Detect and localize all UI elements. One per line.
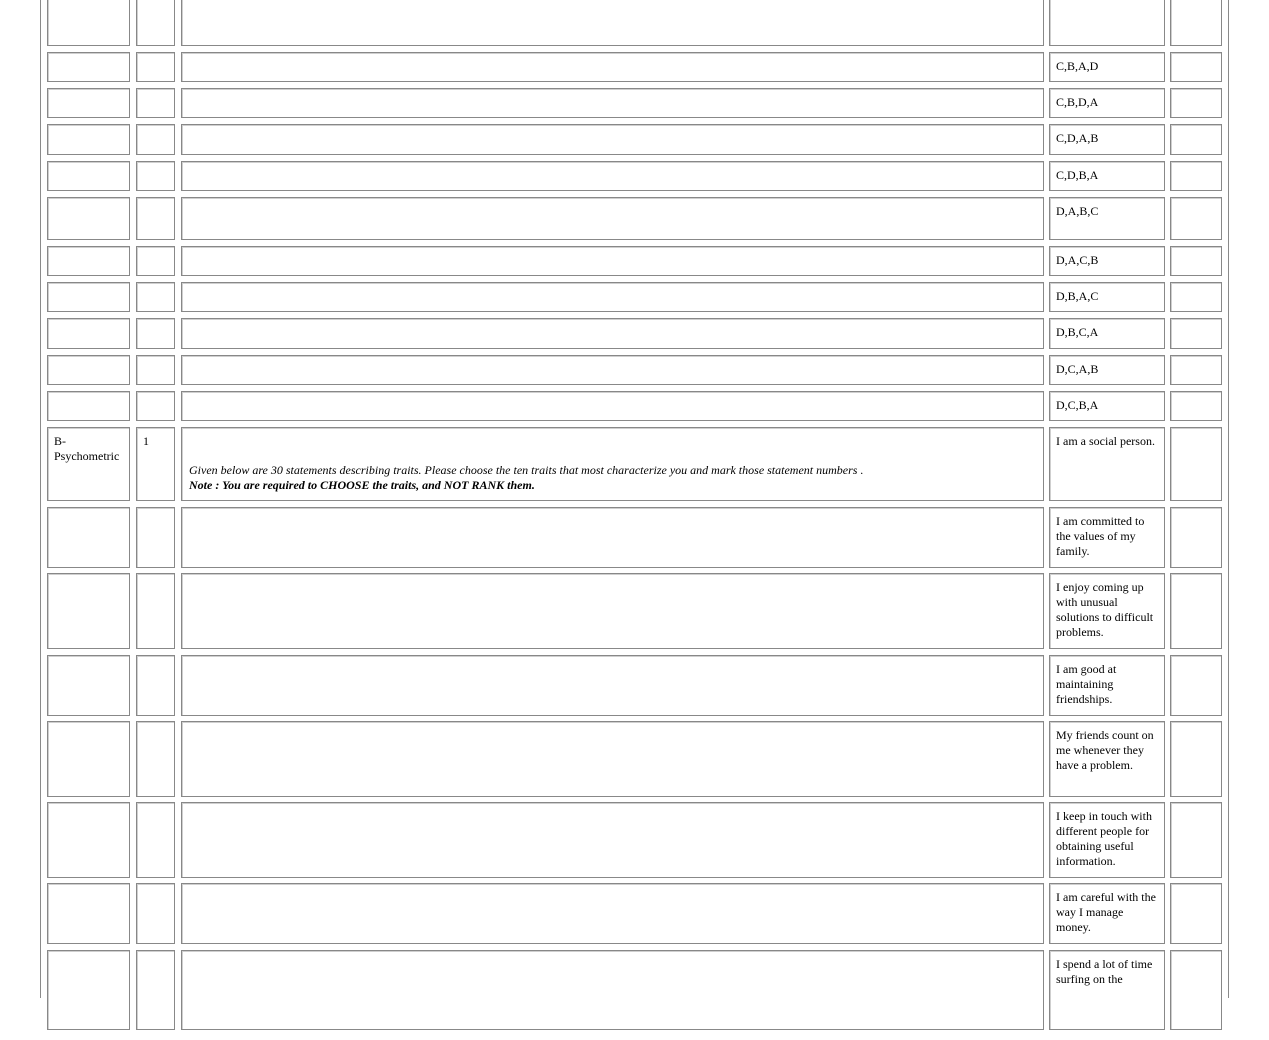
section-cell [47,950,130,1030]
question-number-cell [136,52,175,82]
option-cell [1049,0,1165,46]
question-number-cell [136,355,175,385]
instruction-text [189,463,1037,493]
instruction-note: Note : You are required to CHOOSE the traits, and NOT RANK them. [189,478,535,492]
instruction-cell [181,573,1044,649]
section-cell [47,52,130,82]
question-number-cell [136,427,175,501]
option-cell [1049,197,1165,240]
answer-cell [1170,161,1222,191]
option-cell [1049,721,1165,797]
section-cell [47,802,130,878]
option-cell [1049,88,1165,118]
option-cell [1049,318,1165,349]
option-cell [1049,355,1165,385]
option-cell [1049,573,1165,649]
option-text: D,A,B,C [1056,204,1099,218]
option-text: I am careful with the way I manage money. [1056,890,1156,934]
section-cell [47,161,130,191]
answer-cell [1170,246,1222,276]
section-cell [47,355,130,385]
option-text: D,B,C,A [1056,325,1099,339]
section-cell [47,655,130,716]
option-text: C,D,B,A [1056,168,1099,182]
question-number-cell [136,950,175,1030]
instruction-cell [181,282,1044,312]
option-cell [1049,161,1165,191]
answer-cell [1170,883,1222,944]
option-text: I am committed to the values of my family. [1056,514,1145,558]
instruction-cell [181,427,1044,501]
section-cell [47,721,130,797]
option-cell [1049,802,1165,878]
section-cell [47,0,130,46]
question-number-cell [136,318,175,349]
section-cell [47,391,130,421]
instruction-cell [181,883,1044,944]
section-cell [47,282,130,312]
answer-cell [1170,573,1222,649]
question-number-cell [136,88,175,118]
section-cell [47,197,130,240]
option-cell [1049,507,1165,568]
question-number-cell [136,197,175,240]
section-cell [47,246,130,276]
option-cell [1049,427,1165,501]
answer-cell [1170,950,1222,1030]
instruction-cell [181,802,1044,878]
answer-cell [1170,802,1222,878]
answer-cell [1170,391,1222,421]
option-text: I spend a lot of time surfing on the [1056,957,1153,986]
option-text: I enjoy coming up with unusual solutions to difficult problems. [1056,580,1154,639]
section-cell [47,573,130,649]
option-cell [1049,246,1165,276]
answer-cell [1170,427,1222,501]
option-text: C,B,A,D [1056,59,1099,73]
answer-cell [1170,355,1222,385]
option-text: I keep in touch with different people for obtaining useful information. [1056,809,1152,868]
option-text: D,C,A,B [1056,362,1099,376]
question-number-cell [136,883,175,944]
option-text: C,D,A,B [1056,131,1099,145]
answer-cell [1170,52,1222,82]
instruction-cell [181,355,1044,385]
question-number-cell [136,573,175,649]
answer-cell [1170,507,1222,568]
question-number-cell [136,0,175,46]
section-cell [47,507,130,568]
question-number-cell [136,161,175,191]
option-text: I am good at maintaining friendships. [1056,662,1117,706]
answer-cell [1170,124,1222,155]
instruction-cell [181,0,1044,46]
instruction-cell [181,197,1044,240]
instruction-cell [181,246,1044,276]
question-number-cell [136,507,175,568]
question-number-cell [136,802,175,878]
question-number-cell [136,282,175,312]
instruction-cell [181,318,1044,349]
instruction-cell [181,507,1044,568]
option-cell [1049,883,1165,944]
answer-cell [1170,88,1222,118]
answer-cell [1170,197,1222,240]
instruction-cell [181,161,1044,191]
section-cell [47,124,130,155]
option-cell [1049,950,1165,1030]
question-number-cell [136,246,175,276]
instruction-cell [181,950,1044,1030]
question-number-cell [136,391,175,421]
instruction-cell [181,655,1044,716]
section-cell [47,318,130,349]
answer-cell [1170,282,1222,312]
section-cell [47,883,130,944]
instruction-cell [181,721,1044,797]
instruction-cell [181,52,1044,82]
question-number-cell [136,721,175,797]
question-number-text: 1 [143,434,149,448]
option-text: I am a social person. [1056,434,1155,448]
option-text: My friends count on me whenever they have a problem. [1056,728,1154,772]
answer-cell [1170,721,1222,797]
option-cell [1049,391,1165,421]
question-number-cell [136,124,175,155]
section-cell [47,88,130,118]
option-cell [1049,282,1165,312]
option-cell [1049,52,1165,82]
instruction-cell [181,124,1044,155]
option-cell [1049,655,1165,716]
question-number-cell [136,655,175,716]
option-text: D,C,B,A [1056,398,1099,412]
answer-cell [1170,0,1222,46]
instruction-cell [181,391,1044,421]
section-text: B- Psychometric [54,434,120,463]
instruction-cell [181,88,1044,118]
instruction-main: Given below are 30 statements describing traits. Please choose the ten traits that most characterize you and mark those statement numbers . [189,463,864,477]
section-cell [47,427,130,501]
option-cell [1049,124,1165,155]
option-text: C,B,D,A [1056,95,1099,109]
option-text: D,A,C,B [1056,253,1099,267]
answer-cell [1170,655,1222,716]
answer-cell [1170,318,1222,349]
option-text: D,B,A,C [1056,289,1099,303]
